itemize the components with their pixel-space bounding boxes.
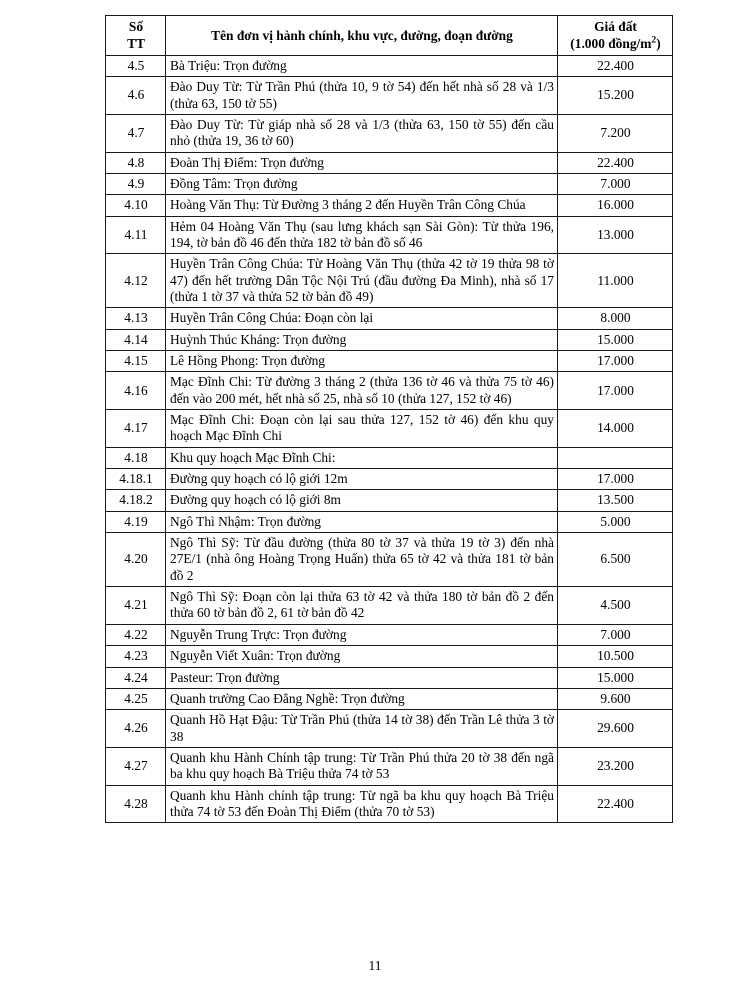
column-header-price-line1: Giá đất [594, 19, 637, 34]
cell-stt: 4.9 [106, 173, 166, 194]
cell-name: Đào Duy Từ: Từ Trần Phú (thửa 10, 9 tờ 54) đến hết nhà số 28 và 1/3 (thửa 63, 150 tờ 55) [166, 77, 558, 115]
table-row [106, 216, 673, 254]
table-row [106, 469, 673, 490]
table-row [106, 587, 673, 625]
table-row [106, 351, 673, 372]
table-row [106, 77, 673, 115]
cell-stt: 4.26 [106, 710, 166, 748]
cell-name: Đoàn Thị Điểm: Trọn đường [166, 152, 558, 173]
column-header-stt-line2: TT [127, 36, 145, 52]
cell-price: 15.000 [558, 329, 673, 350]
table-row [106, 114, 673, 152]
cell-name: Mạc Đĩnh Chi: Đoạn còn lại sau thửa 127, 152 tờ 46) đến khu quy hoạch Mạc Đĩnh Chi [166, 410, 558, 448]
table-row [106, 785, 673, 823]
column-header-price-line2 [562, 35, 669, 52]
table-row [106, 55, 673, 76]
cell-name: Đường quy hoạch có lộ giới 12m [166, 469, 558, 490]
cell-price: 23.200 [558, 747, 673, 785]
cell-name: Huyền Trân Công Chúa: Từ Hoàng Văn Thụ (thửa 42 tờ 19 thửa 98 tờ 47) đến hết trường Dân Tộc Nội Trú (đầu đường Đa Minh), nhà số 17 (thửa 1 tờ 37 và thửa 52 tờ bản đồ 49) [166, 254, 558, 308]
cell-price: 15.200 [558, 77, 673, 115]
cell-stt: 4.18.2 [106, 490, 166, 511]
table-header [106, 16, 673, 56]
cell-stt: 4.23 [106, 646, 166, 667]
table-body [106, 55, 673, 822]
cell-stt: 4.18 [106, 447, 166, 468]
cell-name: Mạc Đĩnh Chi: Từ đường 3 tháng 2 (thửa 136 tờ 46 và thửa 75 tờ 46) đến vào 200 mét, hết nhà số 25, nhà số 10 (thửa 127, 152 tờ 46) [166, 372, 558, 410]
cell-price: 5.000 [558, 511, 673, 532]
cell-price [558, 447, 673, 468]
table-row [106, 688, 673, 709]
table-row [106, 624, 673, 645]
price-unit-prefix: (1.000 đồng/m [570, 36, 652, 52]
table-row [106, 254, 673, 308]
cell-name: Huỳnh Thúc Kháng: Trọn đường [166, 329, 558, 350]
cell-price: 10.500 [558, 646, 673, 667]
cell-stt: 4.12 [106, 254, 166, 308]
table-row [106, 308, 673, 329]
cell-name: Hẻm 04 Hoàng Văn Thụ (sau lưng khách sạn Sài Gòn): Từ thửa 196, 194, tờ bản đồ 46 đến thửa 182 tờ bản đồ số 46 [166, 216, 558, 254]
cell-name: Hoàng Văn Thụ: Từ Đường 3 tháng 2 đến Huyền Trân Công Chúa [166, 195, 558, 216]
cell-stt: 4.19 [106, 511, 166, 532]
cell-name: Nguyễn Trung Trực: Trọn đường [166, 624, 558, 645]
cell-price: 9.600 [558, 688, 673, 709]
cell-price: 6.500 [558, 533, 673, 587]
cell-name: Lê Hồng Phong: Trọn đường [166, 351, 558, 372]
table-row [106, 490, 673, 511]
cell-stt: 4.21 [106, 587, 166, 625]
cell-price: 4.500 [558, 587, 673, 625]
cell-name: Quanh trường Cao Đẳng Nghề: Trọn đường [166, 688, 558, 709]
cell-stt: 4.8 [106, 152, 166, 173]
cell-stt: 4.22 [106, 624, 166, 645]
cell-price: 29.600 [558, 710, 673, 748]
cell-stt: 4.10 [106, 195, 166, 216]
cell-stt: 4.18.1 [106, 469, 166, 490]
cell-name: Khu quy hoạch Mạc Đĩnh Chi: [166, 447, 558, 468]
cell-stt: 4.14 [106, 329, 166, 350]
cell-price: 17.000 [558, 372, 673, 410]
cell-name: Ngô Thì Sỹ: Đoạn còn lại thửa 63 tờ 42 và thửa 180 tờ bản đồ 2 đến thửa 60 tờ bản đồ 2, 61 tờ bản đồ 42 [166, 587, 558, 625]
column-header-price [558, 16, 673, 56]
table-row [106, 152, 673, 173]
land-price-table [105, 15, 673, 823]
cell-stt: 4.5 [106, 55, 166, 76]
cell-name: Pasteur: Trọn đường [166, 667, 558, 688]
cell-stt: 4.17 [106, 410, 166, 448]
table-row [106, 173, 673, 194]
cell-price: 7.200 [558, 114, 673, 152]
cell-stt: 4.15 [106, 351, 166, 372]
column-header-name: Tên đơn vị hành chính, khu vực, đường, đoạn đường [166, 16, 558, 56]
table-header-row [106, 16, 673, 56]
table-row [106, 533, 673, 587]
price-unit-superscript: 2 [651, 34, 657, 46]
column-header-stt-line1: Số [128, 19, 144, 34]
cell-name: Đường quy hoạch có lộ giới 8m [166, 490, 558, 511]
cell-price: 22.400 [558, 785, 673, 823]
cell-price: 7.000 [558, 624, 673, 645]
table-row [106, 372, 673, 410]
cell-name: Nguyễn Viết Xuân: Trọn đường [166, 646, 558, 667]
cell-name: Đào Duy Từ: Từ giáp nhà số 28 và 1/3 (thửa 63, 150 tờ 55) đến cầu nhỏ (thửa 19, 36 tờ 60) [166, 114, 558, 152]
cell-name: Quanh Hồ Hạt Đậu: Từ Trần Phú (thửa 14 tờ 38) đến Trần Lê thửa 3 tờ 38 [166, 710, 558, 748]
cell-stt: 4.13 [106, 308, 166, 329]
table-row [106, 710, 673, 748]
cell-name: Bà Triệu: Trọn đường [166, 55, 558, 76]
cell-stt: 4.24 [106, 667, 166, 688]
cell-stt: 4.27 [106, 747, 166, 785]
cell-price: 13.000 [558, 216, 673, 254]
cell-price: 11.000 [558, 254, 673, 308]
price-unit-suffix: ) [656, 36, 661, 52]
table-row [106, 646, 673, 667]
cell-price: 22.400 [558, 55, 673, 76]
cell-stt: 4.16 [106, 372, 166, 410]
cell-stt: 4.11 [106, 216, 166, 254]
land-price-table-container [105, 15, 672, 823]
cell-price: 16.000 [558, 195, 673, 216]
cell-price: 17.000 [558, 351, 673, 372]
cell-price: 17.000 [558, 469, 673, 490]
cell-stt: 4.20 [106, 533, 166, 587]
cell-price: 22.400 [558, 152, 673, 173]
cell-price: 7.000 [558, 173, 673, 194]
cell-price: 8.000 [558, 308, 673, 329]
cell-stt: 4.25 [106, 688, 166, 709]
column-header-stt [106, 16, 166, 56]
table-row [106, 329, 673, 350]
table-row [106, 747, 673, 785]
cell-price: 13.500 [558, 490, 673, 511]
table-row [106, 195, 673, 216]
cell-price: 14.000 [558, 410, 673, 448]
table-row [106, 667, 673, 688]
cell-name: Quanh khu Hành chính tập trung: Từ ngã ba khu quy hoạch Bà Triệu thửa 74 tờ 53 đến Đoàn Thị Điểm (thửa 70 tờ 53) [166, 785, 558, 823]
cell-name: Ngô Thì Nhậm: Trọn đường [166, 511, 558, 532]
cell-price: 15.000 [558, 667, 673, 688]
page-number: 11 [368, 958, 382, 973]
cell-name: Đồng Tâm: Trọn đường [166, 173, 558, 194]
cell-name: Quanh khu Hành Chính tập trung: Từ Trần Phú thửa 20 tờ 38 đến ngã ba khu quy hoạch Bà Triệu thửa 74 tờ 53 [166, 747, 558, 785]
cell-stt: 4.28 [106, 785, 166, 823]
cell-stt: 4.7 [106, 114, 166, 152]
table-row [106, 410, 673, 448]
cell-name: Huyền Trân Công Chúa: Đoạn còn lại [166, 308, 558, 329]
table-row [106, 511, 673, 532]
cell-stt: 4.6 [106, 77, 166, 115]
table-row [106, 447, 673, 468]
cell-name: Ngô Thì Sỹ: Từ đầu đường (thửa 80 tờ 37 và thửa 19 tờ 3) đến nhà 27E/1 (nhà ông Hoàng Trọng Huấn) thửa 65 tờ 42 và thửa 181 tờ bản đồ 2 [166, 533, 558, 587]
